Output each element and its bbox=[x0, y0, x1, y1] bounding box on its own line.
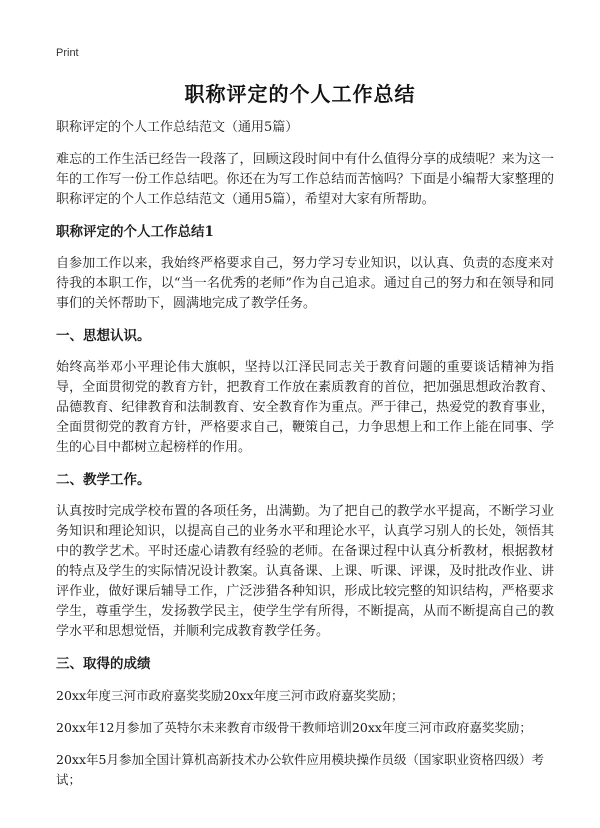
document-body bbox=[56, 118, 554, 802]
heading-thought: 一、思想认识。 bbox=[56, 328, 151, 344]
heading-teaching: 二、教学工作。 bbox=[56, 472, 151, 488]
achievement-item: 20xx年度三河市政府嘉奖奖励20xx年度三河市政府嘉奖奖励； bbox=[56, 688, 404, 703]
print-label: Print bbox=[56, 47, 79, 59]
intro-paragraph: 难忘的工作生活已经告一段落了，回顾这段时间中有什么值得分享的成绩呢？来为这一年的工作写一份工作总结吧。你还在为写工作总结而苦恼吗？下面是小编帮大家整理的职称评定的个人工作总结范文（通用5篇），希望对大家有所帮助。 bbox=[56, 152, 554, 207]
achievement-item: 20xx年5月参加全国计算机高新技术办公软件应用模块操作员级（国家职业资格四级）考试； bbox=[56, 752, 544, 787]
achievement-item: 20xx年12月参加了英特尔未来教育市级骨干教师培训20xx年度三河市政府嘉奖奖励； bbox=[56, 720, 532, 735]
teaching-paragraph: 认真按时完成学校布置的各项任务，出满勤。为了把自己的教学水平提高，不断学习业务知识和理论知识，以提高自己的业务水平和理论水平，认真学习别人的长处，领悟其中的教学艺术。平时还虚心请教有经验的老师。在备课过程中认真分析教材，根据教材的特点及学生的实际情况设计教案。认真备课、上课、听课、评课，及时批改作业、讲评作业，做好课后辅导工作，广泛涉猎各种知识，形成比较完整的知识结构，严格要求学生，尊重学生，发扬教学民主，使学生学有所得，不断提高，从而不断提高自己的教学水平和思想觉悟，并顺利完成教育教学任务。 bbox=[56, 504, 554, 639]
thought-paragraph: 始终高举邓小平理论伟大旗帜，坚持以江泽民同志关于教育问题的重要谈话精神为指导，全面贯彻党的教育方针，把教育工作放在素质教育的首位，把加强思想政治教育、品德教育、纪律教育和法制教育、安全教育作为重点。严于律己，热爱党的教育事业，全面贯彻党的教育方针，严格要求自己，鞭策自己，力争思想上和工作上能在同事、学生的心目中都树立起榜样的作用。 bbox=[56, 360, 554, 455]
document-subtitle: 职称评定的个人工作总结范文（通用5篇） bbox=[56, 120, 299, 135]
section-intro-paragraph: 自参加工作以来，我始终严格要求自己，努力学习专业知识，以认真、负责的态度来对待我的本职工作，以“当一名优秀的老师”作为自己追求。通过自己的努力和在领导和同事们的关怀帮助下，圆满地完成了教学任务。 bbox=[56, 256, 554, 311]
document-title: 职称评定的个人工作总结 bbox=[184, 82, 416, 106]
heading-achievements: 三、取得的成绩 bbox=[56, 656, 151, 672]
section-title: 职称评定的个人工作总结1 bbox=[56, 224, 214, 240]
